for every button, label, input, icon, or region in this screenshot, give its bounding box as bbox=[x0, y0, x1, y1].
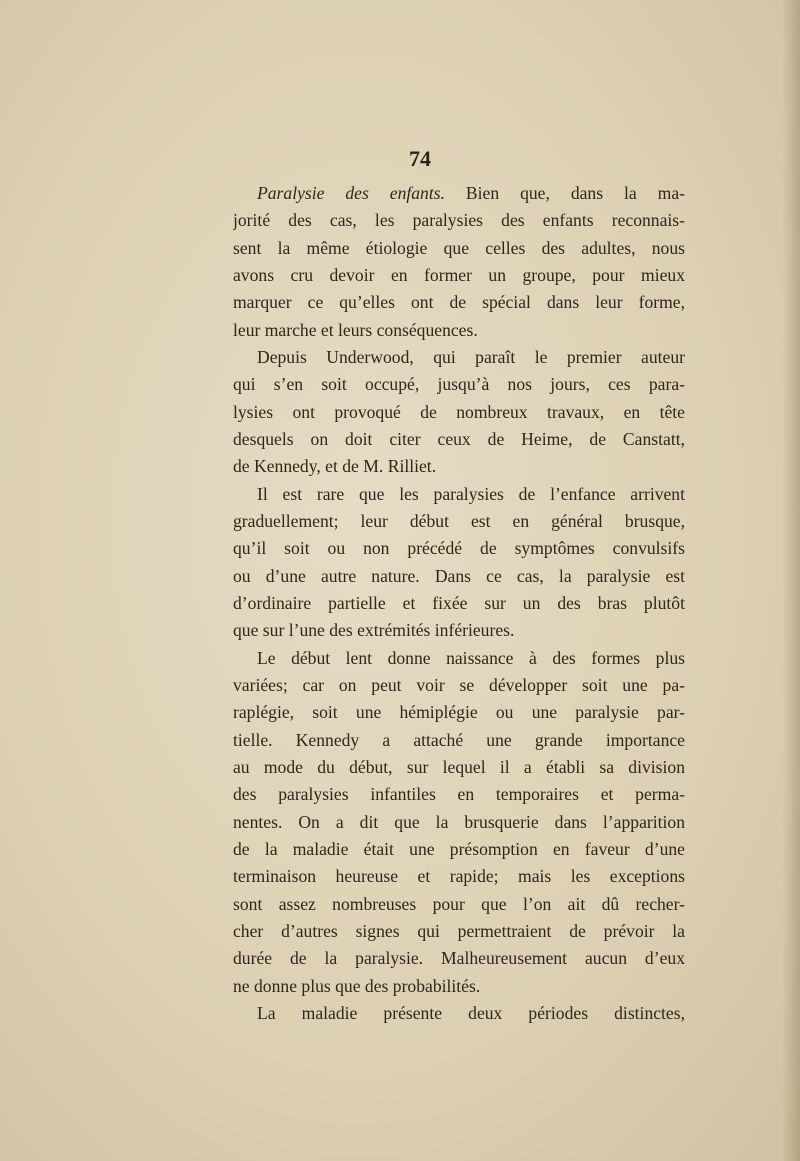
text-line: ne donne plus que des probabilités. bbox=[233, 975, 481, 996]
text-line: avons cru devoir en former un groupe, pour mieux bbox=[233, 264, 685, 285]
text-line: ou d’une autre nature. Dans ce cas, la paralysie est bbox=[233, 565, 685, 586]
text-line: sent la même étiologie que celles des adultes, nous bbox=[233, 237, 685, 258]
text-line: Paralysie des enfants. Bien que, dans la ma- bbox=[257, 183, 685, 203]
text-line: lysies ont provoqué de nombreux travaux, en tête bbox=[233, 401, 685, 422]
text-line: que sur l’une des extrémités inférieures. bbox=[233, 620, 515, 641]
text-line: cher d’autres signes qui permettraient de prévoir la bbox=[233, 920, 685, 941]
text-line: de la maladie était une présomption en faveur d’une bbox=[233, 838, 685, 859]
body-text bbox=[233, 180, 685, 1027]
text-line: Depuis Underwood, qui paraît le premier auteur bbox=[257, 346, 685, 367]
text-line: d’ordinaire partielle et fixée sur un des bras plutôt bbox=[233, 592, 685, 613]
text-line: La maladie présente deux périodes distinctes, bbox=[257, 1002, 685, 1023]
text-line: qu’il soit ou non précédé de symptômes convulsifs bbox=[233, 538, 685, 559]
text-line: au mode du début, sur lequel il a établi sa division bbox=[233, 756, 685, 777]
text-line: jorité des cas, les paralysies des enfants reconnais- bbox=[233, 210, 685, 231]
text-line: durée de la paralysie. Malheureusement aucun d’eux bbox=[233, 948, 685, 969]
text-line: leur marche et leurs conséquences. bbox=[233, 319, 478, 340]
text-line: qui s’en soit occupé, jusqu’à nos jours, ces para- bbox=[233, 374, 685, 395]
text-line: de Kennedy, et de M. Rilliet. bbox=[233, 456, 437, 477]
text-line: sont assez nombreuses pour que l’on ait dû recher- bbox=[233, 893, 685, 914]
text-line: tielle. Kennedy a attaché une grande importance bbox=[233, 729, 685, 750]
text-line: variées; car on peut voir se développer soit une pa- bbox=[233, 674, 685, 695]
text-line: terminaison heureuse et rapide; mais les exceptions bbox=[233, 866, 685, 887]
section-heading: Paralysie des enfants. bbox=[257, 183, 445, 203]
text-line: Le début lent donne naissance à des formes plus bbox=[257, 647, 685, 668]
page-number: 74 bbox=[409, 146, 431, 171]
text-line: graduellement; leur début est en général brusque, bbox=[233, 510, 685, 531]
text-line: raplégie, soit une hémiplégie ou une paralysie par- bbox=[233, 702, 685, 723]
text-line: nentes. On a dit que la brusquerie dans l’apparition bbox=[233, 811, 685, 832]
text-line: Il est rare que les paralysies de l’enfance arrivent bbox=[257, 483, 685, 504]
text-line: desquels on doit citer ceux de Heime, de Canstatt, bbox=[233, 428, 685, 449]
text-line: marquer ce qu’elles ont de spécial dans leur forme, bbox=[233, 292, 685, 313]
text-line: des paralysies infantiles en temporaires et perma- bbox=[233, 784, 685, 805]
